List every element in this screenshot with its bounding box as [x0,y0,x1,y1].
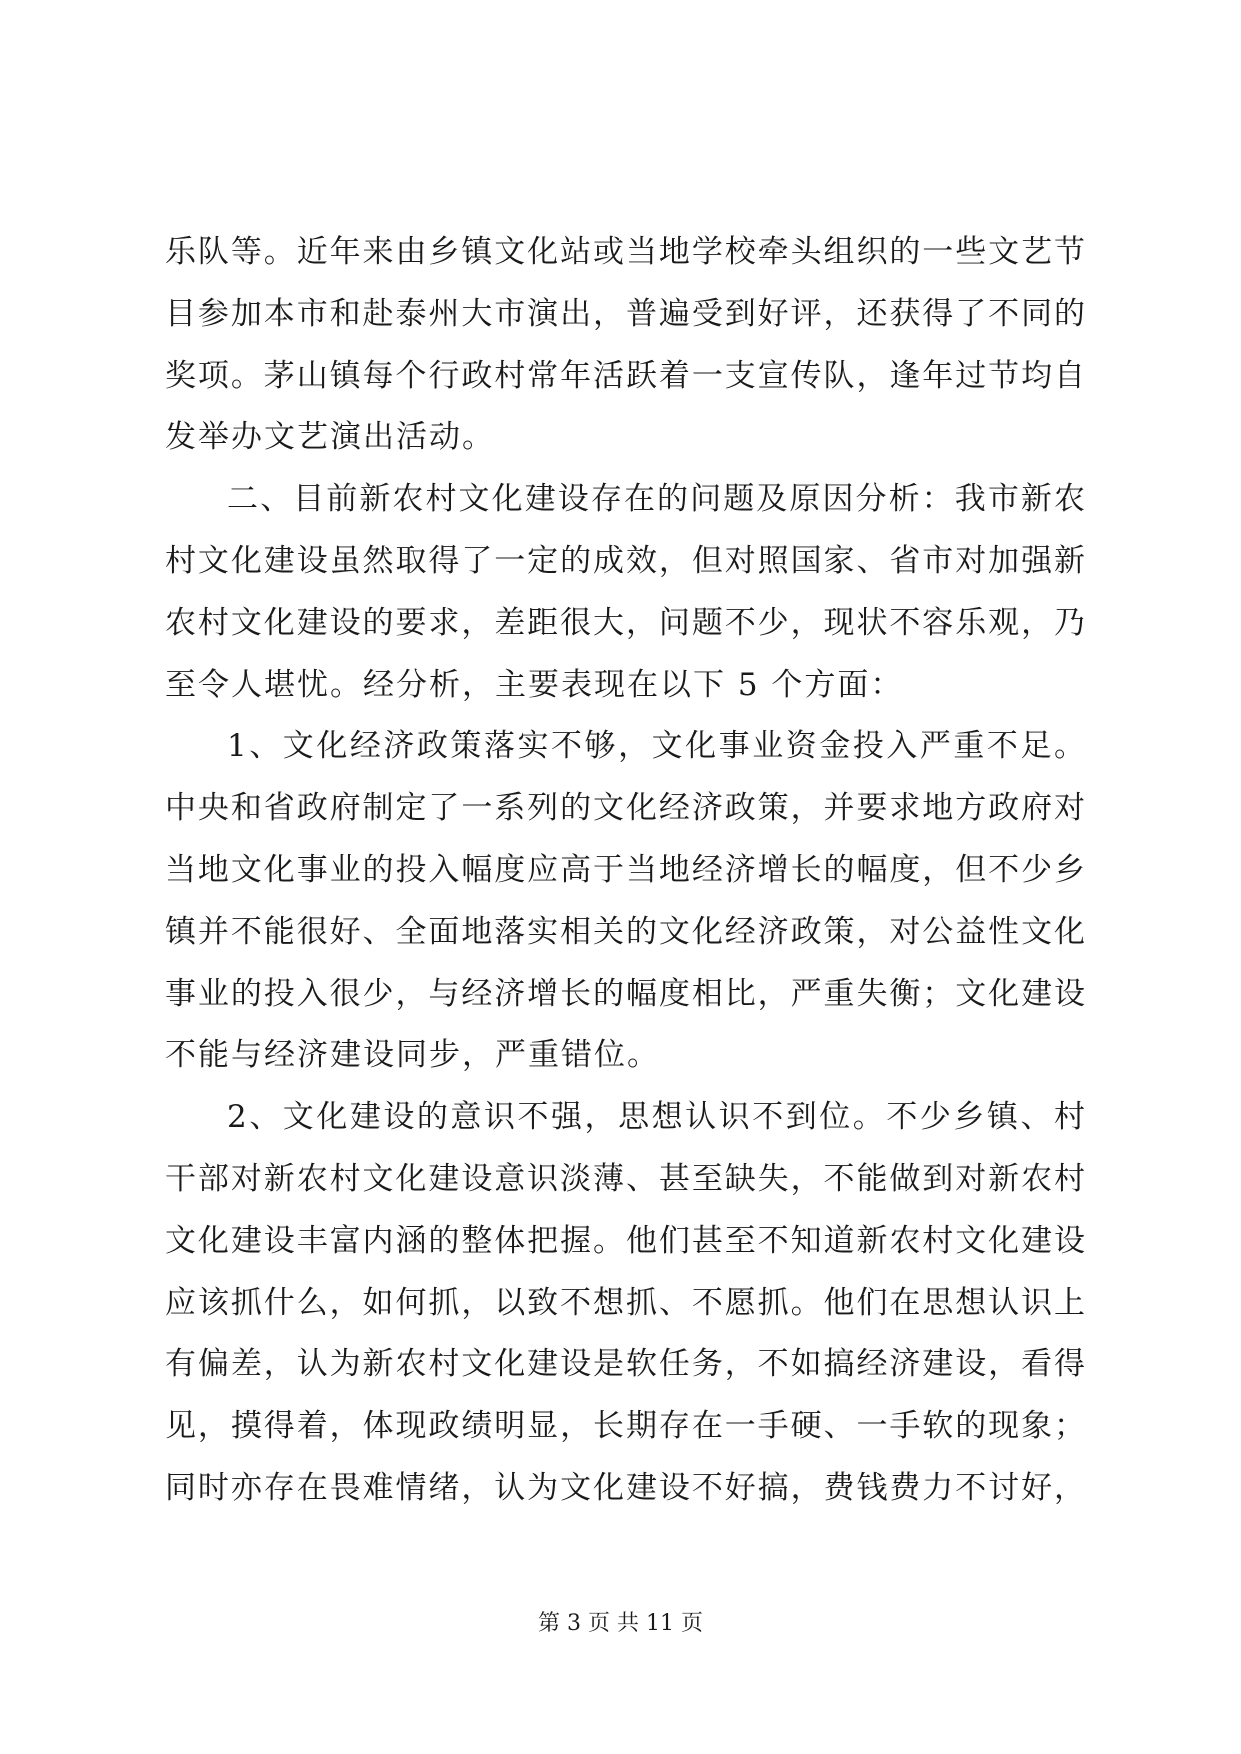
text-line: 二、目前新农村文化建设存在的问题及原因分析：我市新农 [227,481,1085,518]
text-line: 见，摸得着，体现政绩明显，长期存在一手硬、一手软的现象； [165,1408,1085,1445]
text-line: 村文化建设虽然取得了一定的成效，但对照国家、省市对加强新 [165,542,1085,579]
text-line: 不能与经济建设同步，严重错位。 [165,1037,660,1074]
text-line: 事业的投入很少，与经济增长的幅度相比，严重失衡；文化建设 [165,975,1085,1012]
text-line: 文化建设丰富内涵的整体把握。他们甚至不知道新农村文化建设 [165,1222,1085,1259]
text-line: 奖项。茅山镇每个行政村常年活跃着一支宣传队，逢年过节均自 [165,357,1085,394]
text-line: 目参加本市和赴泰州大市演出，普遍受到好评，还获得了不同的 [165,295,1085,332]
document-body [165,222,1085,1520]
text-line: 中央和省政府制定了一系列的文化经济政策，并要求地方政府对 [165,790,1085,827]
text-line: 应该抓什么，如何抓，以致不想抓、不愿抓。他们在思想认识上 [165,1284,1085,1321]
text-line: 同时亦存在畏难情绪，认为文化建设不好搞，费钱费力不讨好， [165,1469,1085,1506]
text-line: 2、文化建设的意识不强，思想认识不到位。不少乡镇、村 [227,1099,1085,1136]
text-line: 有偏差，认为新农村文化建设是软任务，不如搞经济建设，看得 [165,1346,1085,1383]
text-line: 当地文化事业的投入幅度应高于当地经济增长的幅度，但不少乡 [165,851,1085,888]
text-line: 乐队等。近年来由乡镇文化站或当地学校牵头组织的一些文艺节 [165,234,1085,270]
text-line: 农村文化建设的要求，差距很大，问题不少，现状不容乐观，乃 [165,604,1085,641]
text-line: 镇并不能很好、全面地落实相关的文化经济政策，对公益性文化 [165,913,1085,950]
page-number-footer: 第 3 页 共 11 页 [538,1611,703,1636]
text-line: 1、文化经济政策落实不够，文化事业资金投入严重不足。 [227,728,1085,765]
text-line: 至令人堪忧。经分析，主要表现在以下 5 个方面： [165,666,904,703]
text-line: 干部对新农村文化建设意识淡薄、甚至缺失，不能做到对新农村 [165,1160,1085,1197]
text-line: 发举办文艺演出活动。 [165,419,495,456]
